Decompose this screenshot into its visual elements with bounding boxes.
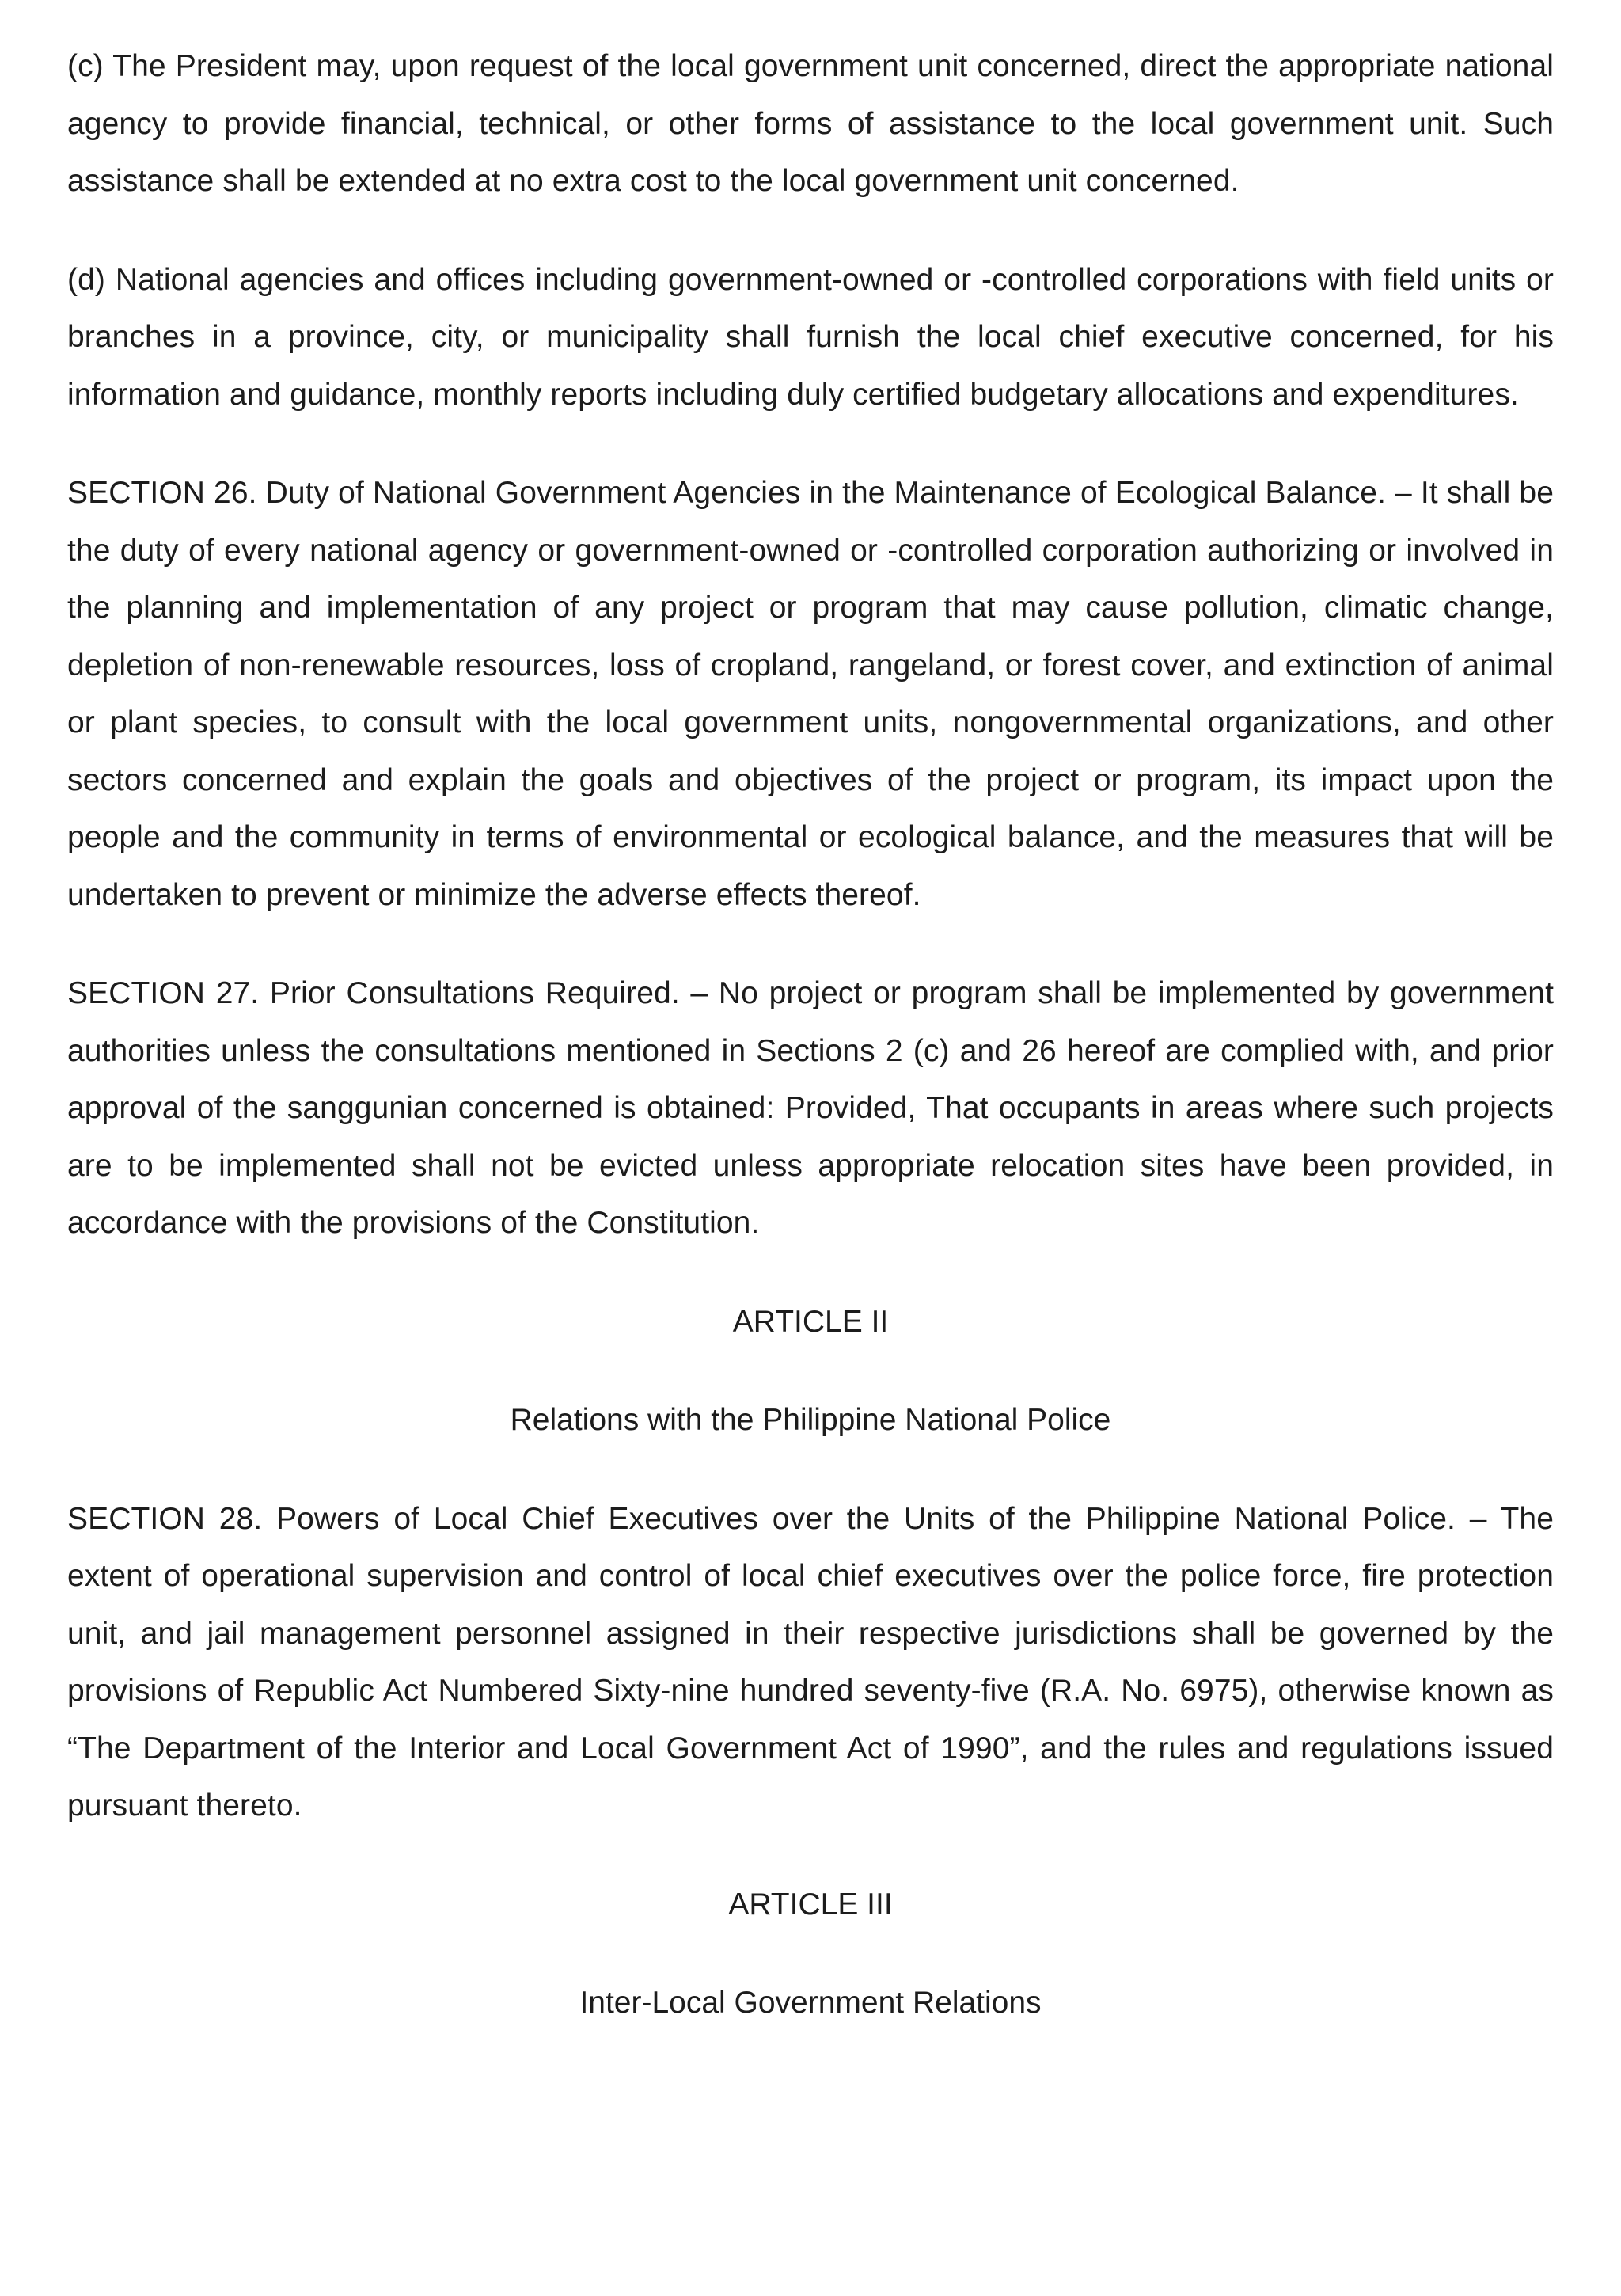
paragraph-c: (c) The President may, upon request of the local government unit concerned, direct the appropriate national agency to provide financial, technical, or other forms of assistance to the local government unit. Such assistance shall be extended at no extra cost to the local government unit concerned. [67, 49, 1554, 198]
section-26-paragraph: SECTION 26. Duty of National Government Agencies in the Maintenance of Ecological Balance. – It shall be the duty of every national agency or government-owned or -controlled corporation authorizing or involved in the planning and implementation of any project or program that may cause pollution, climatic change, depletion of non-renewable resources, loss of cropland, rangeland, or forest cover, and extinction of animal or plant species, to consult with the local government units, nongovernmental organizations, and other sectors concerned and explain the goals and objectives of the project or program, its impact upon the people and the community in terms of environmental or ecological balance, and the measures that will be undertaken to prevent or minimize the adverse effects thereof. [67, 476, 1554, 912]
section-28-paragraph: SECTION 28. Powers of Local Chief Executives over the Units of the Philippine National Police. – The extent of operational supervision and control of local chief executives over the police force, fire protection unit, and jail management personnel assigned in their respective jurisdictions shall be governed by the provisions of Republic Act Numbered Sixty-nine hundred seventy-five (R.A. No. 6975), otherwise known as “The Department of the Interior and Local Government Act of 1990”, and the rules and regulations issued pursuant thereto. [67, 1501, 1554, 1823]
section-27-paragraph: SECTION 27. Prior Consultations Required. – No project or program shall be implemented by government authorities unless the consultations mentioned in Sections 2 (c) and 26 hereof are complied with, and prior approval of the sanggunian concerned is obtained: Provided, That occupants in areas where such projects are to be implemented shall not be evicted unless appropriate relocation sites have been provided, in accordance with the provisions of the Constitution. [67, 976, 1554, 1240]
article-3-heading: ARTICLE III [728, 1887, 893, 1922]
article-3-title: Inter-Local Government Relations [579, 1986, 1042, 2020]
paragraph-d: (d) National agencies and offices including government-owned or -controlled corporations with field units or branches in a province, city, or municipality shall furnish the local chief executive concerned, for his information and guidance, monthly reports including duly certified budgetary allocations and expenditures. [67, 262, 1554, 412]
article-2-heading: ARTICLE II [732, 1304, 889, 1339]
article-2-title: Relations with the Philippine National Police [510, 1403, 1111, 1437]
